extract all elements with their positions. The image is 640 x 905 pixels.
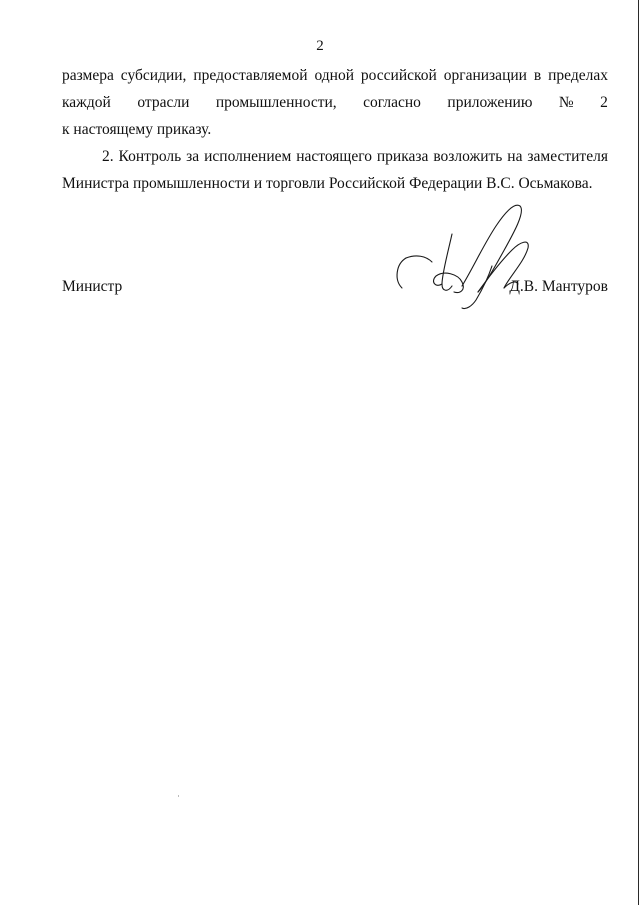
- page-number: 2: [316, 38, 324, 54]
- paragraph-line-5: Министра промышленности и торговли Российской Федерации В.С. Осьмакова.: [62, 175, 593, 192]
- paragraph-line-1: [62, 66, 608, 86]
- word: каждой: [62, 94, 111, 111]
- word: 2: [600, 94, 608, 111]
- handwritten-signature: [392, 196, 552, 316]
- signatory-title: Министр: [62, 278, 123, 295]
- word: предоставляемой: [193, 67, 308, 84]
- word: возложить: [433, 148, 503, 165]
- word: №: [558, 94, 574, 111]
- word: субсидии,: [120, 67, 187, 84]
- word: согласно: [363, 94, 421, 111]
- paragraph-line-3: к настоящему приказу.: [62, 121, 212, 138]
- word: приложению: [447, 94, 533, 111]
- word: за: [186, 148, 200, 165]
- signatory-name: Д.В. Мантуров: [509, 278, 608, 295]
- word: заместителя: [527, 148, 608, 165]
- scan-speck: [178, 795, 179, 797]
- paragraph-line-4: [62, 147, 608, 167]
- word: пределах: [548, 67, 608, 84]
- word: российской: [360, 67, 437, 84]
- word: организации: [443, 67, 527, 84]
- page-edge: [638, 0, 639, 905]
- word: в: [533, 67, 542, 84]
- word: исполнением: [204, 148, 292, 165]
- word: приказа: [376, 148, 429, 165]
- word: одной: [314, 67, 354, 84]
- word: Контроль: [118, 148, 182, 165]
- word: настоящего: [296, 148, 372, 165]
- word: размера: [62, 67, 114, 84]
- word: на: [507, 148, 523, 165]
- paragraph-line-2: [62, 93, 608, 113]
- word: отрасли: [137, 94, 190, 111]
- word: промышленности,: [215, 94, 337, 111]
- word: 2.: [102, 148, 114, 165]
